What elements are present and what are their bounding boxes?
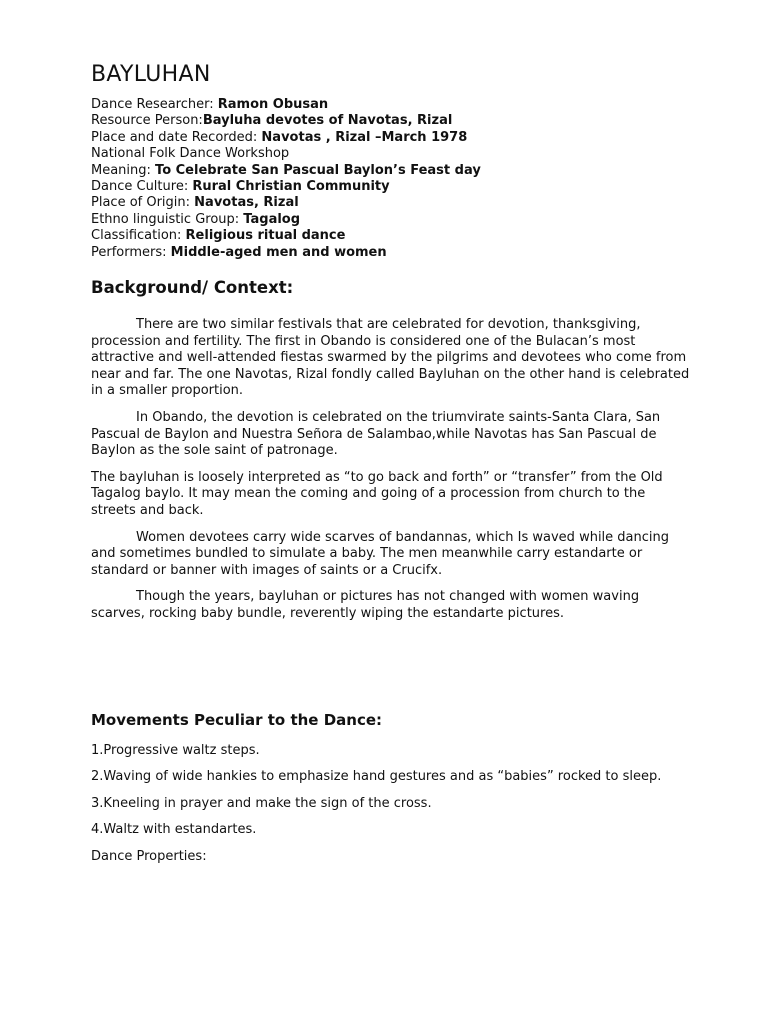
meta-value: Ramon Obusan (217, 97, 329, 112)
list-item: 3.Kneeling in prayer and make the sign of the cross. (91, 795, 432, 811)
paragraph: The bayluhan is loosely interpreted as “to go back and forth” or “transfer” from the Old Tagalog baylo. It may mean the coming and going of a procession from church to the streets and back. (91, 469, 663, 518)
meta-place-origin (91, 195, 691, 211)
movements-heading: Movements Peculiar to the Dance: (91, 710, 383, 729)
meta-value: Navotas , Rizal –March 1978 (261, 129, 468, 145)
meta-value: Navotas, Rizal (194, 195, 299, 211)
meta-label: Place of Origin: (91, 195, 195, 211)
meta-label: Performers: (91, 244, 171, 260)
meta-researcher (91, 97, 691, 113)
meta-place-date (91, 130, 691, 146)
paragraph: Women devotees carry wide scarves of bandannas, which Is waved while dancing and sometimes bundled to simulate a baby. The men meanwhile carry estandarte or standard or banner with images of saints or a Crucifx. (91, 529, 669, 578)
paragraph: In Obando, the devotion is celebrated on the triumvirate saints-Santa Clara, San Pascual de Baylon and Nuestra Señora de Salambao,while Navotas has San Pascual de Baylon as the sole saint of patronage. (91, 410, 661, 459)
movements-list (91, 743, 691, 866)
meta-label: Ethno linguistic Group: (91, 211, 244, 227)
background-heading: Background/ Context: (91, 278, 294, 298)
meta-label: Dance Culture: (91, 179, 193, 195)
meta-label: Resource Person: (91, 113, 203, 129)
meta-label: National Folk Dance Workshop (91, 146, 290, 162)
meta-performers (91, 245, 691, 261)
paragraph: Though the years, bayluhan or pictures has not changed with women waving scarves, rocking baby bundle, reverently wiping the estandarte pictures. (91, 589, 640, 621)
meta-meaning (91, 163, 691, 179)
background-section (91, 317, 691, 623)
meta-value: Bayluha devotes of Navotas, Rizal (202, 113, 453, 129)
meta-label: Place and date Recorded: (91, 129, 262, 145)
meta-value: Religious ritual dance (185, 228, 346, 244)
paragraph: There are two similar festivals that are celebrated for devotion, thanksgiving, procession and fertility. The first in Obando is considered one of the Bulacan’s most attractive and well-attended fiestas swarmed by the pilgrims and devotees who come from near and far. The one Navotas, Rizal fondly called Bayluhan on the other hand is celebrated in a smaller proportion. (91, 317, 690, 399)
document-page (91, 62, 691, 876)
meta-classification (91, 228, 691, 244)
meta-value: Middle-aged men and women (170, 244, 387, 260)
meta-label: Classification: (91, 228, 186, 244)
meta-resource-person (91, 113, 691, 129)
dance-properties-label: Dance Properties: (91, 848, 207, 864)
meta-dance-culture (91, 179, 691, 195)
meta-label: Dance Researcher: (91, 97, 218, 112)
meta-value: To Celebrate San Pascual Baylon’s Feast day (155, 162, 481, 178)
document-title: BAYLUHAN (91, 62, 211, 87)
list-item: 2.Waving of wide hankies to emphasize hand gestures and as “babies” rocked to sleep. (91, 769, 662, 785)
meta-ethno-group (91, 212, 691, 228)
list-item: 1.Progressive waltz steps. (91, 742, 260, 758)
meta-workshop (91, 146, 691, 162)
metadata-block (91, 97, 691, 261)
meta-value: Rural Christian Community (192, 179, 390, 195)
list-item: 4.Waltz with estandartes. (91, 822, 257, 838)
meta-value: Tagalog (243, 211, 301, 227)
meta-label: Meaning: (91, 162, 156, 178)
